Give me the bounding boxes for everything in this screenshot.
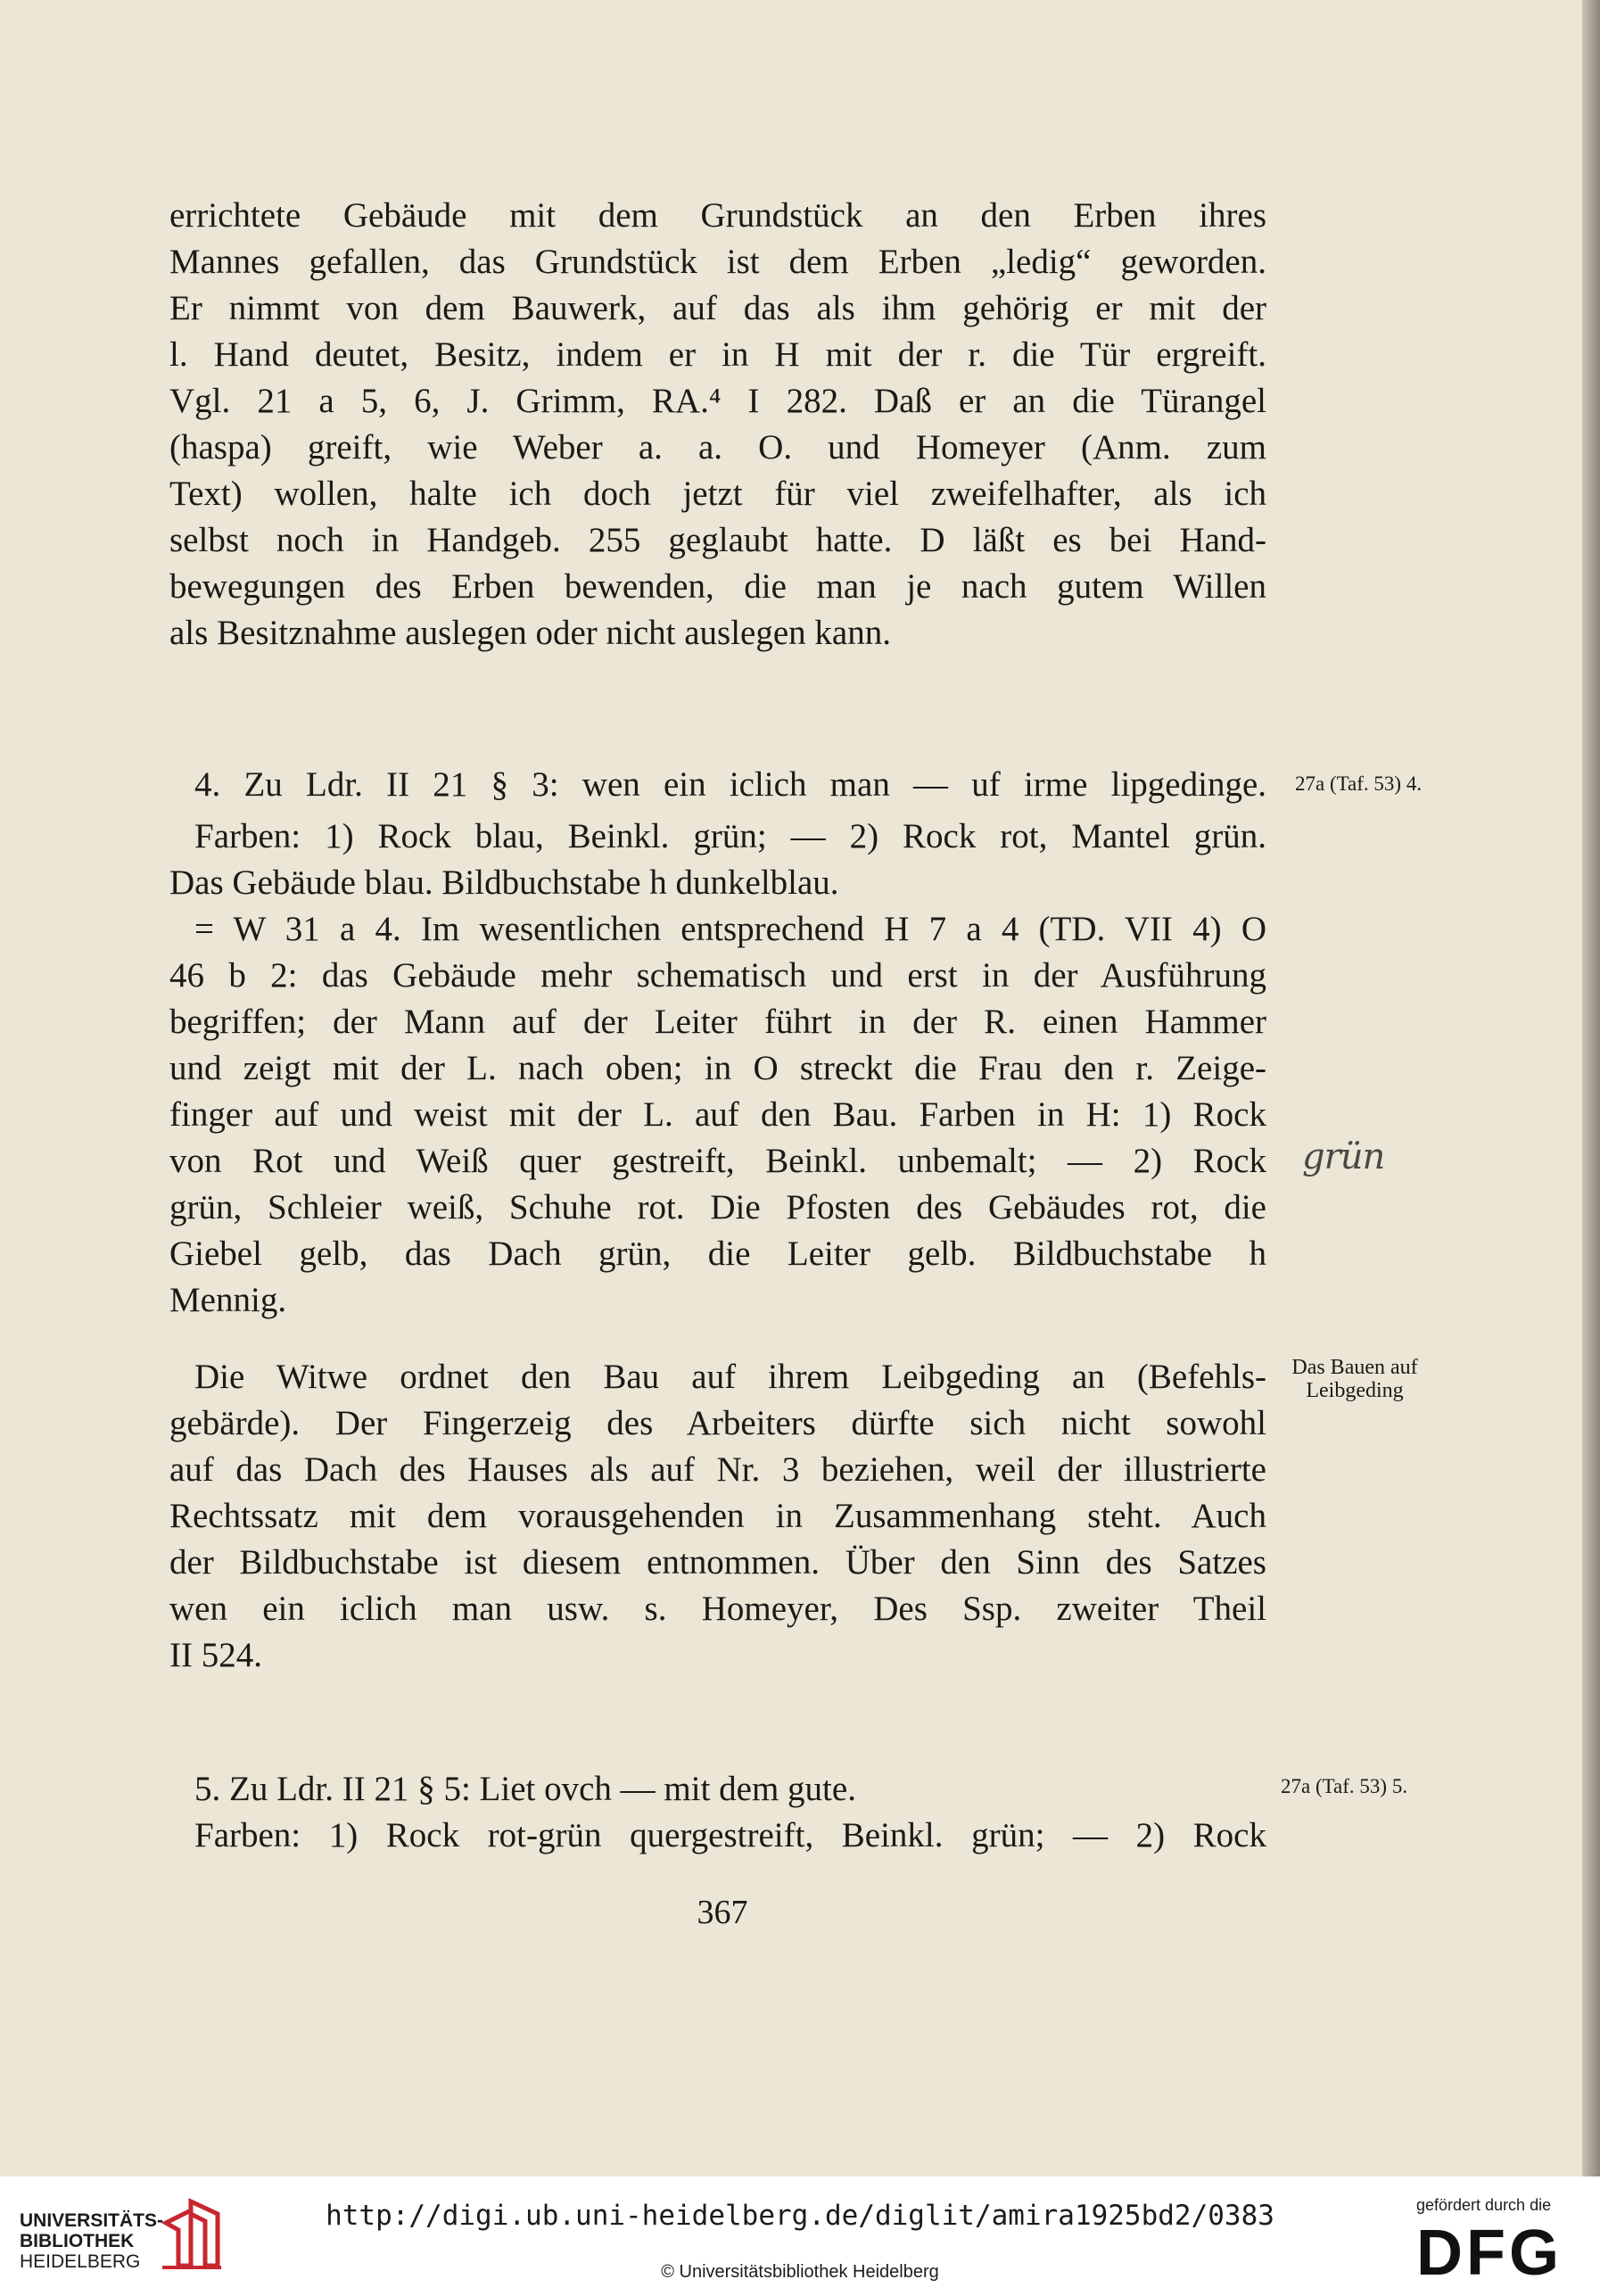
footer-url[interactable]: http://digi.ub.uni-heidelberg.de/diglit/amira1925bd2/0383: [326, 2200, 1274, 2232]
margin-reference: 27a (Taf. 53) 5.: [1281, 1775, 1408, 1797]
text-line: bewegungen des Erben bewenden, die man je nach gutem Willen: [169, 567, 1266, 606]
text-line: Mannes gefallen, das Grundstück ist dem Erben „ledig“ geworden.: [169, 243, 1266, 281]
library-name-line: BIBLIOTHEK: [20, 2231, 135, 2251]
text-line: grün, Schleier weiß, Schuhe rot. Die Pfosten des Gebäudes rot, die: [169, 1188, 1266, 1226]
text-line: begriffen; der Mann auf der Leiter führt in der R. einen Hammer: [169, 1003, 1266, 1041]
text-line: 46 b 2: das Gebäude mehr schematisch und erst in der Ausführung: [169, 956, 1266, 995]
text-line: Rechtssatz mit dem vorausgehenden in Zusammenhang steht. Auch: [169, 1497, 1266, 1535]
section-heading: 4. Zu Ldr. II 21 § 3: wen ein iclich man — uf irme lipgedinge.: [194, 765, 1266, 804]
copyright-notice: © Universitätsbibliothek Heidelberg: [661, 2262, 939, 2282]
text-line: (haspa) greift, wie Weber a. a. O. und Homeyer (Anm. zum: [169, 428, 1266, 467]
text-line: wen ein iclich man usw. s. Homeyer, Des Ssp. zweiter Theil: [169, 1590, 1266, 1628]
text-line: Farben: 1) Rock blau, Beinkl. grün; — 2) Rock rot, Mantel grün.: [194, 817, 1266, 855]
text-line: Vgl. 21 a 5, 6, J. Grimm, RA.⁴ I 282. Daß er an die Türangel: [169, 382, 1266, 420]
dfg-logo: DFG: [1416, 2218, 1563, 2289]
text-line: als Besitznahme auslegen oder nicht auslegen kann.: [169, 614, 891, 652]
margin-note-line: Leibgeding: [1306, 1379, 1404, 1402]
text-line: Text) wollen, halte ich doch jetzt für viel zweifelhafter, als ich: [169, 475, 1266, 513]
text-line: Das Gebäude blau. Bildbuchstabe h dunkelblau.: [169, 863, 839, 902]
text-line: von Rot und Weiß quer gestreift, Beinkl. unbemalt; — 2) Rock: [169, 1142, 1266, 1180]
text-line: II 524.: [169, 1636, 262, 1674]
text-line: errichtete Gebäude mit dem Grundstück an den Erben ihres: [169, 196, 1266, 235]
text-line: auf das Dach des Hauses als auf Nr. 3 beziehen, weil der illustrierte: [169, 1450, 1266, 1489]
text-line: selbst noch in Handgeb. 255 geglaubt hatte. D läßt es bei Hand-: [169, 521, 1266, 559]
handwritten-annotation: grün: [1302, 1136, 1385, 1177]
text-line: Er nimmt von dem Bauwerk, auf das als ihm gehörig er mit der: [169, 289, 1266, 327]
margin-note-line: Das Bauen auf: [1291, 1356, 1418, 1379]
footer: [0, 2176, 1600, 2296]
text-line: gebärde). Der Fingerzeig des Arbeiters dürfte sich nicht sowohl: [169, 1404, 1266, 1442]
text-line: = W 31 a 4. Im wesentlichen entsprechend H 7 a 4 (TD. VII 4) O: [194, 910, 1266, 948]
page-number: 367: [697, 1894, 748, 1931]
section-heading: 5. Zu Ldr. II 21 § 5: Liet ovch — mit dem gute.: [194, 1770, 856, 1808]
text-line: und zeigt mit der L. nach oben; in O streckt die Frau den r. Zeige-: [169, 1049, 1266, 1087]
text-line: Die Witwe ordnet den Bau auf ihrem Leibgeding an (Befehls-: [194, 1358, 1266, 1396]
text-line: Mennig.: [169, 1281, 287, 1319]
library-name-line: UNIVERSITÄTS-: [20, 2210, 164, 2231]
text-line: Farben: 1) Rock rot-grün quergestreift, Beinkl. grün; — 2) Rock: [194, 1816, 1266, 1854]
text-line: Giebel gelb, das Dach grün, die Leiter gelb. Bildbuchstabe h: [169, 1235, 1266, 1273]
scan-edge: [1582, 0, 1600, 2176]
margin-reference: 27a (Taf. 53) 4.: [1295, 772, 1423, 795]
funding-caption: gefördert durch die: [1416, 2196, 1552, 2214]
text-line: l. Hand deutet, Besitz, indem er in H mit der r. die Tür ergreift.: [169, 335, 1266, 374]
library-name-line: HEIDELBERG: [20, 2251, 141, 2272]
text-line: finger auf und weist mit der L. auf den Bau. Farben in H: 1) Rock: [169, 1095, 1266, 1134]
text-line: der Bildbuchstabe ist diesem entnommen. Über den Sinn des Satzes: [169, 1543, 1266, 1582]
margin-note: [1279, 1356, 1431, 1402]
